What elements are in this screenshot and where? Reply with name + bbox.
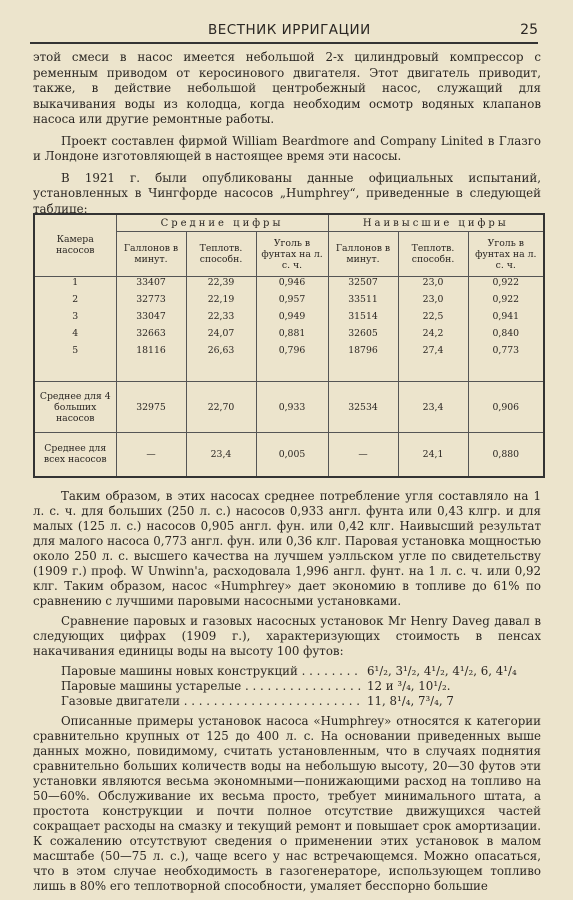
header-heat: Теплотв. способн. [186,232,256,277]
paragraph: Таким образом, в этих насосах среднее потребление угля составляло на 1 л. с. ч. для больших (250 л. с.) насосов 0,933 англ. фунта или 0,43 клгр. и для малых (125 л. с.) насосов 0,905 англ. фун. или 0,42 клг. Наивысший результат для малого насоса 0,773 англ. фун. или 0,36 клг. Паровая установка мощностью около 250 л. с. высшего качества на лучшем уэлльском угле по свидетельству (1909 г.) проф. W Unwinn'a, расходовала 1,996 англ. фунт. на 1 л. с. ч. или 0,92 клг. Таким образом, насос «Humphrey» дает экономию в топливе до 61% по сравнению с лучшими паровыми насосными установками. [33,489,541,608]
list-item: Паровые машины новых конструкций . . . 6¹/₂, 3¹/₂, 4¹/₂, 4¹/₂, 6, 4¹/₄ [61,664,541,679]
row-label: Среднее для всех насосов [34,432,116,477]
table-row [34,382,544,433]
paragraph: Сравнение паровых и газовых насосных установок Mr Henry Daveg давал в следующих цифрах (1909 г.), характеризующих стоимость в пенсах накачивания единицы воды на высоту 100 футов: [33,614,541,658]
header-gallons: Галлонов в минут. [328,232,398,277]
list-item: Газовые двигатели . . . 11, 8¹/₄, 7³/₄, 7 [61,694,541,709]
header-max: Наивысшие цифры [328,214,544,232]
cell: 23,4 [398,382,468,433]
max-coal-column: 0,922 0,922 0,941 0,840 0,773 [468,276,544,381]
cell: 32534 [328,382,398,433]
body-text-bottom [33,489,541,899]
avg-coal-column: 0,946 0,957 0,949 0,881 0,796 [256,276,328,381]
page-number: 25 [520,22,538,38]
avg-heat-column: 22,39 22,19 22,33 24,07 26,63 [186,276,256,381]
header-coal: Уголь в фунтах на л. с. ч. [256,232,328,277]
running-title: ВЕСТНИК ИРРИГАЦИИ [208,22,371,38]
cell: 0,005 [256,432,328,477]
paragraph: этой смеси в насос имеется небольшой 2-х цилиндровый компрессор с ременным приводом от керосинового двигателя. Этот двигатель приводит, также, в действие небольшой центробежный насос, служащий для выкачивания воды из колодца, когда необходим осмотр водяных клапанов насоса или другие ремонтные работы. [33,50,541,126]
header-average: Средние цифры [116,214,328,232]
cost-list [61,664,541,709]
max-heat-column: 23,0 23,0 22,5 24,2 27,4 [398,276,468,381]
cell: 24,1 [398,432,468,477]
row-label: Среднее для 4 больших насосов [34,382,116,433]
pump-labels: 1 2 3 4 5 [34,276,116,381]
test-results-table [33,213,545,478]
cell: 22,70 [186,382,256,433]
table-rows-pumps [34,276,544,381]
table-row [34,432,544,477]
paragraph: Описанные примеры установок насоса «Humphrey» относятся к категории сравнительно крупных от 125 до 400 л. с. На основании приведенных выше данных можно, повидимому, считать установленным, что в случаях поднятия сравнительно больших количеств воды на небольшую высоту, 20—30 футов эти установки являются весьма экономными—понижающими расход на топливо на 50—60%. Обслуживание их весьма просто, требует минимального штата, а простота конструкции и почти полное отсутствие движущихся частей сокращает расходы на смазку и текущий ремонт и повышает срок амортизации. К сожалению отсутствуют сведения о применении этих установок в малом масштабе (50—75 л. с.), чаще всего у нас встречающемся. Можно опасаться, что в этом случае необходимость в газогенераторе, использующем топливо лишь в 80% его теплотворной способности, умаляет бесспорно большие [33,714,541,893]
page-header [30,18,538,44]
cell: 0,933 [256,382,328,433]
paragraph: Проект составлен фирмой William Beardmore and Company Linited в Глазго и Лондоне изготовляющей в настоящее время эти насосы. [33,133,541,163]
header-gallons: Галлонов в минут. [116,232,186,277]
header-camera: Камера насосов [34,214,116,276]
body-text-top [33,50,541,223]
list-item: Паровые машины устарелые . . . 12 и ³/₄, 10¹/₂. [61,679,541,694]
max-gallons-column: 32507 33511 31514 32605 18796 [328,276,398,381]
header-coal: Уголь в фунтах на л. с. ч. [468,232,544,277]
header-heat: Теплотв. способн. [398,232,468,277]
avg-gallons-column: 33407 32773 33047 32663 18116 [116,276,186,381]
cell: — [328,432,398,477]
cell: 32975 [116,382,186,433]
cell: 0,906 [468,382,544,433]
cell: — [116,432,186,477]
paragraph: В 1921 г. были опубликованы данные официальных испытаний, установленных в Чингфорде насосов „Humphrey“, приведенные в следующей таблице: [33,170,541,216]
cell: 0,880 [468,432,544,477]
cell: 23,4 [186,432,256,477]
